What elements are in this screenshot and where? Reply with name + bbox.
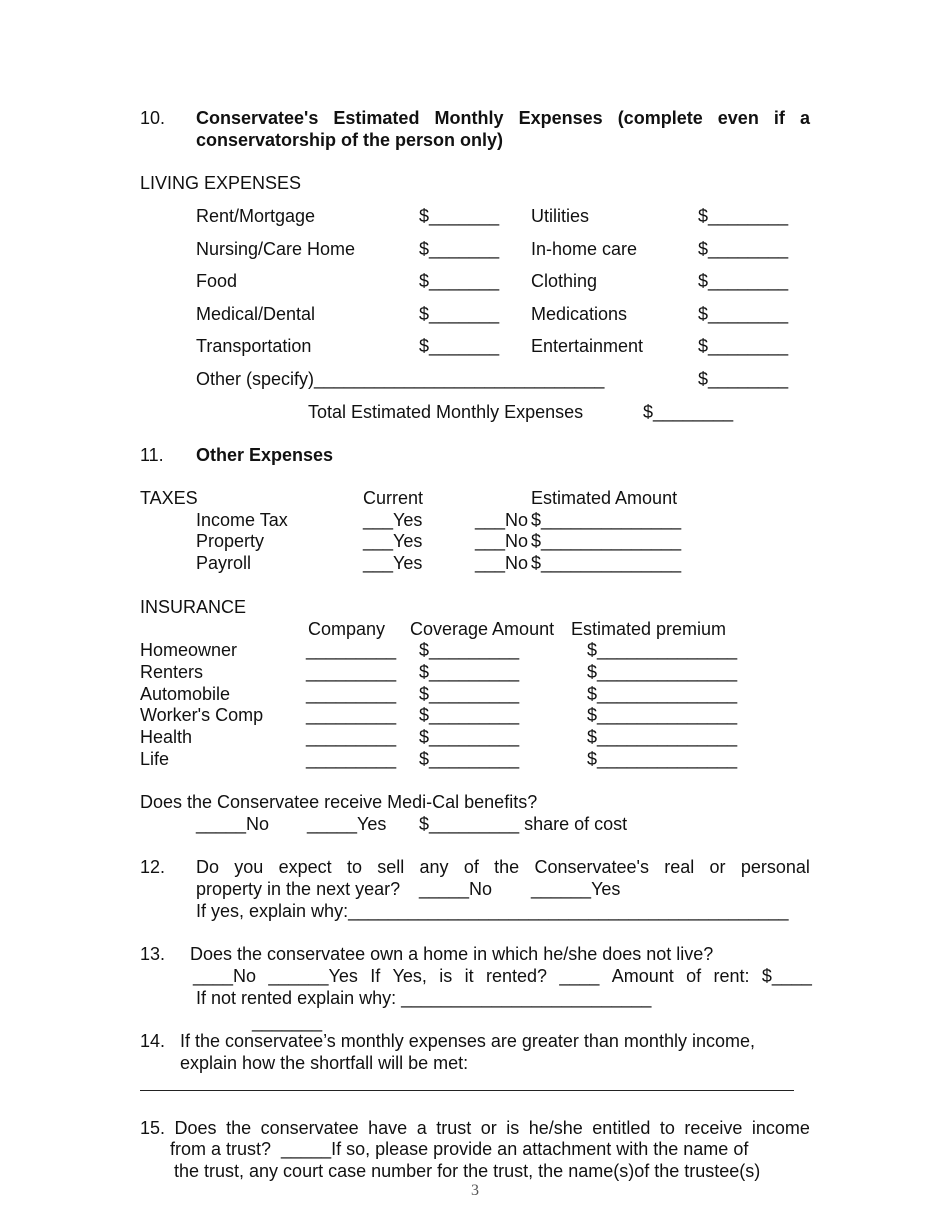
title-word: Monthly [434, 108, 504, 128]
expense-amount-field[interactable]: $________ [698, 206, 789, 226]
question-word: to [659, 1118, 675, 1138]
tax-no-field[interactable]: ___No [475, 531, 529, 551]
expense-label: Food [196, 271, 238, 291]
question-word: conservatee [260, 1118, 359, 1138]
tax-no-field[interactable]: ___No [475, 553, 529, 573]
expense-label: Transportation [196, 336, 312, 356]
question-word: sell [377, 857, 405, 877]
insurance-premium-field[interactable]: $______________ [587, 640, 738, 660]
section-10-title-line2: conservatorship of the person only) [196, 130, 504, 150]
explain-why-field[interactable]: If yes, explain why:____________________________________________ [196, 901, 789, 921]
expense-amount-field[interactable]: $_______ [419, 206, 500, 226]
expense-amount-field[interactable]: $_______ [419, 304, 500, 324]
expense-label: In-home care [531, 239, 638, 259]
question-word: rent: [713, 966, 750, 986]
question-word: it [464, 966, 474, 986]
title-word: Estimated [333, 108, 420, 128]
medi-cal-question: Does the Conservatee receive Medi-Cal benefits? [140, 792, 538, 812]
section-11-number: 11. [140, 445, 164, 465]
rent-amount-field[interactable]: $____ [761, 966, 812, 986]
question-word: you [234, 857, 264, 877]
question-word: or [480, 1118, 497, 1138]
other-specify-field[interactable]: Other (specify)_____________________________ [196, 369, 605, 389]
total-expenses-label: Total Estimated Monthly Expenses [308, 402, 584, 422]
question-word: Does [174, 1118, 217, 1138]
question-word: expect [278, 857, 332, 877]
question-word: the [494, 857, 520, 877]
question-word: Conservatee's [534, 857, 649, 877]
question-word: have [368, 1118, 408, 1138]
section-15-line1 [140, 1117, 810, 1139]
insurance-company-field[interactable]: _________ [306, 705, 397, 725]
insurance-premium-field[interactable]: $______________ [587, 684, 738, 704]
insurance-label: Automobile [140, 684, 231, 704]
question-word: of [463, 857, 479, 877]
section-14-line1: If the conservatee’s monthly expenses are greater than monthly income, [180, 1031, 755, 1051]
medi-cal-no-field[interactable]: _____No [196, 814, 270, 834]
expense-amount-field[interactable]: $________ [698, 239, 789, 259]
insurance-premium-field[interactable]: $______________ [587, 727, 738, 747]
title-word: Conservatee's [196, 108, 319, 128]
insurance-company-field[interactable]: _________ [306, 640, 397, 660]
question-word: the [226, 1118, 252, 1138]
section-13-question: Does the conservatee own a home in which he/she does not live? [190, 944, 714, 964]
taxes-header: TAXES [140, 488, 198, 508]
insurance-coverage-field[interactable]: $_________ [419, 749, 520, 769]
expense-label: Nursing/Care Home [196, 239, 356, 259]
expense-label: Entertainment [531, 336, 644, 356]
insurance-coverage-field[interactable]: $_________ [419, 705, 520, 725]
title-word: if [773, 108, 785, 128]
question-word: Yes, [392, 966, 427, 986]
title-word: Expenses [518, 108, 603, 128]
share-of-cost-field[interactable]: $_________ share of cost [419, 814, 628, 834]
question-word: trust [436, 1118, 472, 1138]
insurance-coverage-field[interactable]: $_________ [419, 640, 520, 660]
insurance-col-premium: Estimated premium [571, 619, 727, 639]
insurance-coverage-field[interactable]: $_________ [419, 727, 520, 747]
insurance-company-field[interactable]: _________ [306, 684, 397, 704]
insurance-col-coverage: Coverage Amount [410, 619, 555, 639]
not-rented-explain-continuation[interactable]: _______ [252, 1012, 323, 1032]
insurance-premium-field[interactable]: $______________ [587, 705, 738, 725]
tax-label: Income Tax [196, 510, 288, 530]
insurance-company-field[interactable]: _________ [306, 727, 397, 747]
section-14-line2: explain how the shortfall will be met: [180, 1053, 469, 1073]
expense-amount-field[interactable]: $________ [698, 271, 789, 291]
section-15-number: 15. [140, 1118, 166, 1138]
question-word: any [419, 857, 449, 877]
own-home-no-field[interactable]: ____No [193, 966, 257, 986]
tax-amount-field[interactable]: $______________ [531, 510, 682, 530]
title-word: a [799, 108, 810, 128]
insurance-coverage-field[interactable]: $_________ [419, 662, 520, 682]
insurance-label: Health [140, 727, 193, 747]
insurance-label: Homeowner [140, 640, 238, 660]
question-word: income [751, 1118, 810, 1138]
section-12-line2: property in the next year? [196, 879, 401, 899]
medi-cal-yes-field[interactable]: _____Yes [307, 814, 387, 834]
question-word: he/she [528, 1118, 583, 1138]
section-15-line2: from a trust? _____If so, please provide an attachment with the name of [170, 1139, 749, 1159]
insurance-col-company: Company [308, 619, 386, 639]
taxes-col-estimated: Estimated Amount [531, 488, 678, 508]
section-13-line2 [193, 965, 812, 987]
insurance-label: Worker's Comp [140, 705, 264, 725]
living-expenses-header: LIVING EXPENSES [140, 173, 302, 193]
expense-amount-field[interactable]: $_______ [419, 239, 500, 259]
section-10-number: 10. [140, 108, 166, 128]
tax-amount-field[interactable]: $______________ [531, 531, 682, 551]
title-word: even [717, 108, 759, 128]
question-word: Amount [611, 966, 674, 986]
insurance-label: Life [140, 749, 170, 769]
question-word: of [686, 966, 702, 986]
total-expenses-field[interactable]: $________ [643, 402, 734, 422]
tax-yes-field[interactable]: ___Yes [363, 531, 423, 551]
title-word: (complete [617, 108, 703, 128]
tax-yes-field[interactable]: ___Yes [363, 553, 423, 573]
expense-label: Rent/Mortgage [196, 206, 316, 226]
expense-amount-field[interactable]: $________ [698, 336, 789, 356]
page-number: 3 [471, 1182, 479, 1199]
not-rented-explain-field[interactable]: If not rented explain why: _________________________ [196, 988, 652, 1008]
sell-property-no-field[interactable]: _____No [419, 879, 493, 899]
rented-field[interactable]: ____ [559, 966, 600, 986]
question-word: is [439, 966, 453, 986]
tax-no-field[interactable]: ___No [475, 510, 529, 530]
question-word: personal [740, 857, 810, 877]
section-13-number: 13. [140, 944, 166, 964]
expense-label: Utilities [531, 206, 590, 226]
expense-amount-field[interactable]: $_______ [419, 271, 500, 291]
question-word: entitled [592, 1118, 651, 1138]
expense-label: Medications [531, 304, 628, 324]
question-word: or [709, 857, 726, 877]
tax-label: Property [196, 531, 265, 551]
section-14-number: 14. [140, 1031, 166, 1051]
expense-amount-field[interactable]: $________ [698, 304, 789, 324]
insurance-premium-field[interactable]: $______________ [587, 662, 738, 682]
question-word: Do [196, 857, 220, 877]
question-word: rented? [485, 966, 548, 986]
shortfall-answer-line[interactable] [140, 1090, 794, 1091]
question-word: is [506, 1118, 520, 1138]
other-amount-field[interactable]: $________ [698, 369, 789, 389]
tax-yes-field[interactable]: ___Yes [363, 510, 423, 530]
question-word: receive [684, 1118, 743, 1138]
question-word: real [664, 857, 695, 877]
expense-amount-field[interactable]: $_______ [419, 336, 500, 356]
section-15-line3: the trust, any court case number for the trust, the name(s)of the trustee(s) [174, 1161, 761, 1181]
insurance-company-field[interactable]: _________ [306, 662, 397, 682]
own-home-yes-field[interactable]: ______Yes [268, 966, 358, 986]
section-11-title: Other Expenses [196, 445, 334, 465]
question-word: If [370, 966, 381, 986]
expense-label: Clothing [531, 271, 598, 291]
section-10-title-line1 [196, 107, 810, 129]
expense-label: Medical/Dental [196, 304, 316, 324]
tax-label: Payroll [196, 553, 252, 573]
sell-property-yes-field[interactable]: ______Yes [531, 879, 621, 899]
section-12-number: 12. [140, 857, 166, 877]
tax-amount-field[interactable]: $______________ [531, 553, 682, 573]
question-word: to [346, 857, 362, 877]
section-12-line1 [196, 856, 810, 878]
insurance-header: INSURANCE [140, 597, 247, 617]
insurance-company-field[interactable]: _________ [306, 749, 397, 769]
insurance-premium-field[interactable]: $______________ [587, 749, 738, 769]
insurance-coverage-field[interactable]: $_________ [419, 684, 520, 704]
question-word: a [416, 1118, 427, 1138]
taxes-col-current: Current [363, 488, 424, 508]
insurance-label: Renters [140, 662, 204, 682]
